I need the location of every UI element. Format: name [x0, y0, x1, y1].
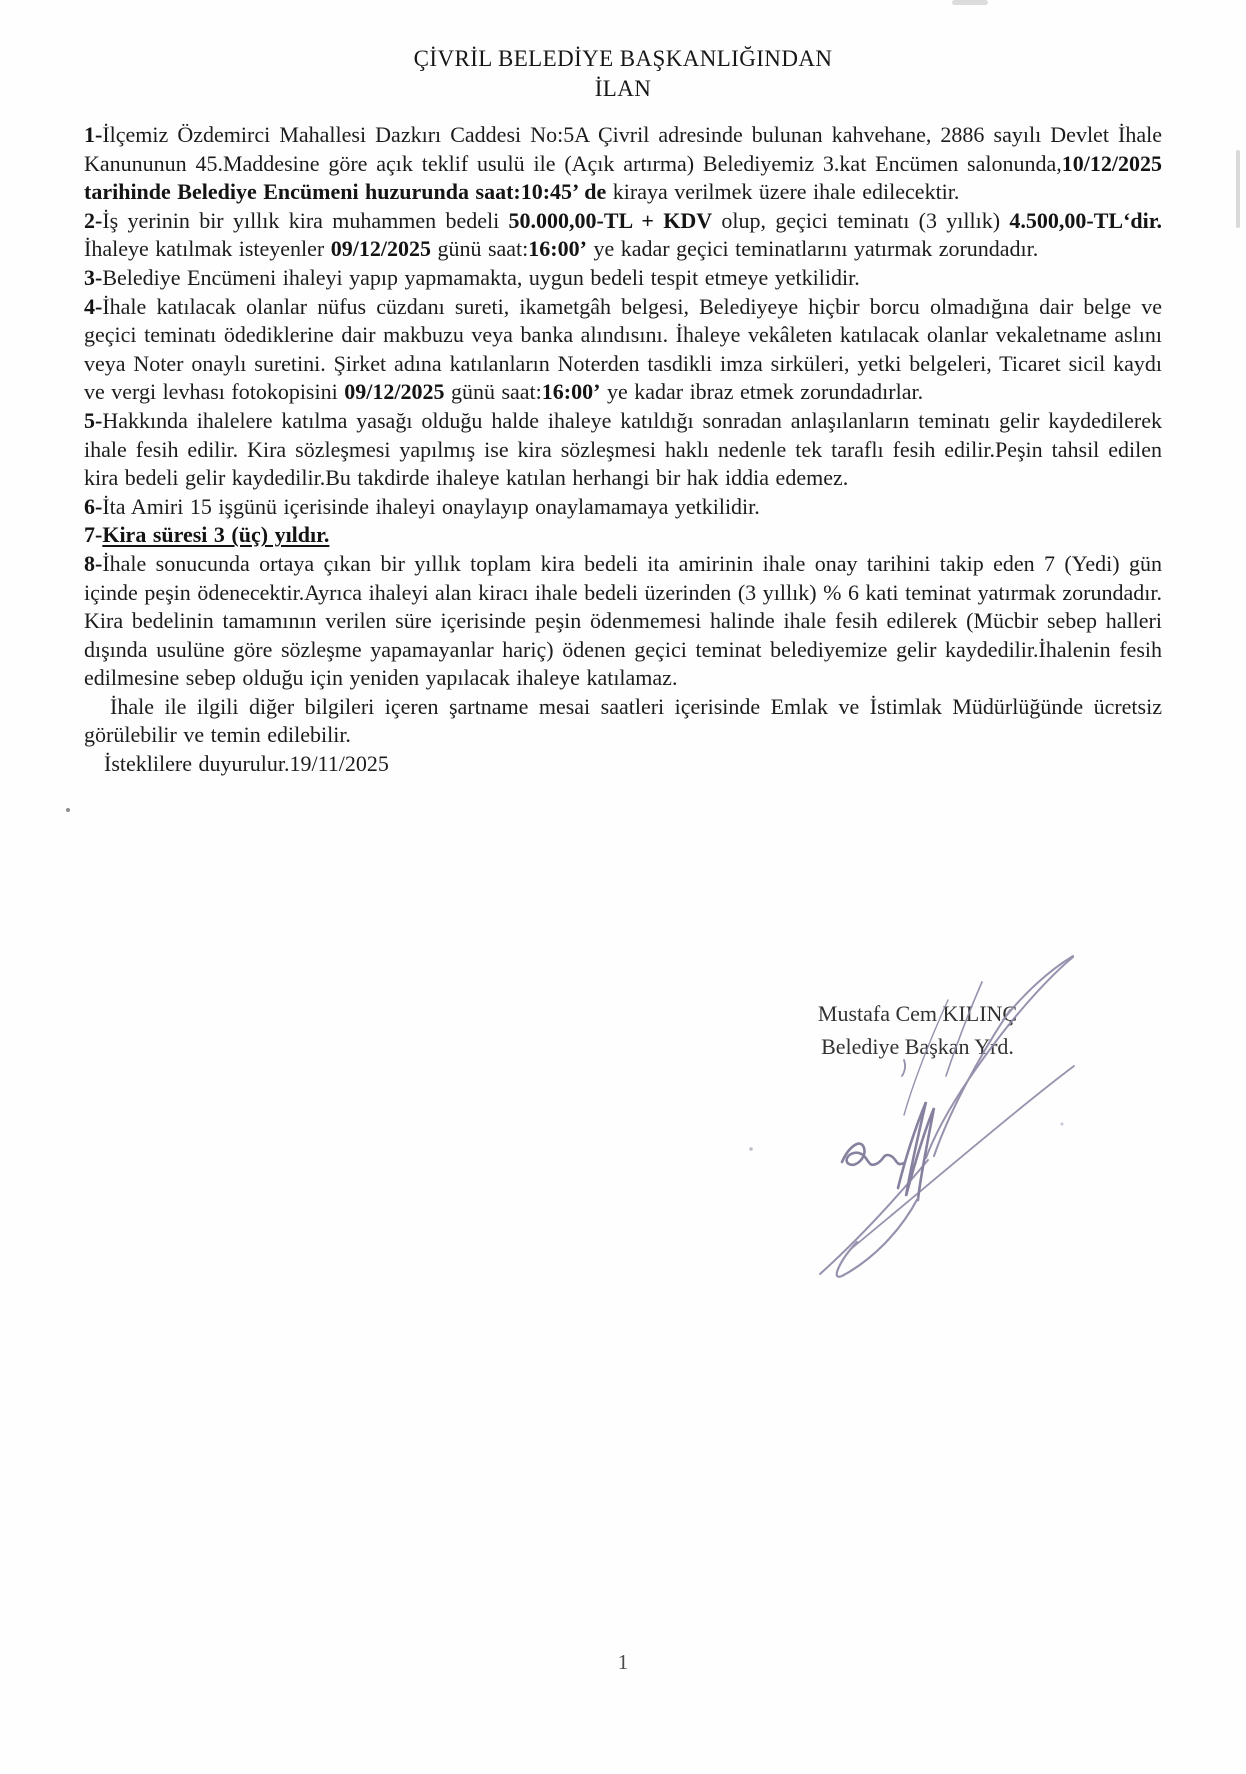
text-run: 10/12/2025 tarihinde Belediye Encümeni huzurunda saat:10:45’ de	[84, 150, 1162, 205]
text-run: İhaleye katılmak isteyenler	[84, 236, 331, 262]
paragraph	[84, 493, 1162, 522]
document-title: ÇİVRİL BELEDİYE BAŞKANLIĞINDAN	[413, 46, 833, 71]
text-run: kiraya verilmek üzere ihale edilecektir.	[606, 179, 960, 205]
text-run: 4-	[84, 293, 103, 319]
text-run: 8-	[84, 550, 103, 576]
text-run: 4.500,00-TL‘dir.	[1009, 207, 1162, 233]
text-run: Kira süresi 3 (üç) yıldır.	[102, 522, 330, 548]
text-run: olup, geçici teminatı (3 yıllık)	[712, 207, 1010, 233]
announcement-body	[84, 121, 1162, 779]
paragraph	[84, 293, 1162, 407]
text-run: İhale ile ilgili diğer bilgileri içeren şartname mesai saatleri içerisinde Emlak ve İstimlak Müdürlüğünde ücretsiz görülebilir ve temin edilebilir.	[84, 693, 1162, 748]
text-run: İsteklilere duyurulur.19/11/2025	[104, 751, 389, 777]
text-run: günü saat:	[430, 236, 529, 262]
scan-smudge-artifact	[952, 0, 988, 5]
text-run: 2-	[84, 207, 103, 233]
document-subtitle: İLAN	[594, 76, 652, 101]
paragraph	[84, 693, 1162, 750]
text-run: İhale katılacak olanlar nüfus cüzdanı sureti, ikametgâh belgesi, Belediyeye hiçbir borcu olmadığına dair belge ve geçici teminatı ödediklerine dair makbuzu veya banka alındısını. İhaleye vekâleten katılacak olanlar vekaletname aslını veya Noter onaylı suretini. Şirket adına katılanların Noterden tasdikli imza sirküleri, yetki belgeleri, Ticaret sicil kaydı ve vergi levhası fotokopisini	[84, 293, 1162, 405]
paragraph	[84, 207, 1162, 264]
paragraph	[84, 521, 1162, 550]
text-run: 1-	[84, 122, 103, 147]
paragraph	[84, 750, 1162, 779]
text-run: Hakkında ihalelere katılma yasağı olduğu halde ihaleye katıldığı sonradan anlaşılanların teminatı gelir kaydedilerek ihale fesih edilir. Kira sözleşmesi yapılmış ise kira sözleşmesi haklı nedenle tek taraflı fesih edilir.Peşin tahsil edilen kira bedeli gelir kaydedilir.Bu takdirde ihaleye katılan herhangi bir hak iddia edemez.	[84, 407, 1162, 491]
paragraph	[84, 407, 1162, 493]
page-number: 1	[617, 1650, 629, 1674]
text-run: İş yerinin bir yıllık kira muhammen bedeli	[102, 207, 509, 233]
text-run: ye kadar geçici teminatlarını yatırmak zorundadır.	[586, 236, 1039, 262]
text-run: 5-	[84, 407, 103, 433]
text-run: 16:00’	[541, 379, 601, 405]
signatory-name: Mustafa Cem KILINÇ	[817, 1001, 1018, 1026]
scan-edge-artifact	[1236, 150, 1240, 228]
handwritten-signature	[700, 930, 1110, 1280]
scan-dot-artifact	[66, 808, 70, 812]
signatory-title: Belediye Başkan Yrd.	[821, 1034, 1014, 1059]
announcement-document	[84, 44, 1162, 779]
text-run: 6-	[84, 493, 103, 519]
text-run: İhale sonucunda ortaya çıkan bir yıllık toplam kira bedeli ita amirinin ihale onay tarihini takip eden 7 (Yedi) gün içinde peşin ödenecektir.Ayrıca ihaleyi alan kiracı ihale bedeli üzerinden (3 yıllık) % 6 kati teminat yatırmak zorundadır. Kira bedelinin tamamının verilen süre içerisinde peşin ödenmemesi halinde ihale fesih edilerek (Mücbir sebep halleri dışında usulüne göre sözleşme yapamayanlar hariç) ödenen geçici teminat belediyemize gelir kaydedilir.İhalenin fesih edilmesine sebep olduğu için yeniden yapılacak ihaleye katılamaz.	[84, 550, 1162, 691]
text-run: ye kadar ibraz etmek zorundadırlar.	[600, 379, 924, 405]
text-run: Belediye Encümeni ihaleyi yapıp yapmamakta, uygun bedeli tespit etmeye yetkilidir.	[102, 264, 860, 290]
paragraph	[84, 550, 1162, 693]
text-run: 7-	[84, 522, 103, 548]
paragraph	[84, 264, 1162, 293]
paragraph	[84, 121, 1162, 207]
text-run: 50.000,00-TL + KDV	[508, 207, 713, 233]
text-run: 16:00’	[528, 236, 587, 262]
text-run: 3-	[84, 264, 103, 290]
text-run: günü saat:	[444, 379, 542, 405]
text-run: İta Amiri 15 işgünü içerisinde ihaleyi onaylayıp onaylamamaya yetkilidir.	[102, 493, 760, 519]
text-run: İlçemiz Özdemirci Mahallesi Dazkırı Caddesi No:5A Çivril adresinde bulunan kahvehane, 2886 sayılı Devlet İhale Kanununun 45.Maddesine göre açık teklif usulü ile (Açık artırma) Belediyemiz 3.kat Encümen salonunda,	[84, 122, 1162, 176]
text-run: 09/12/2025	[344, 379, 445, 405]
text-run: 09/12/2025	[330, 236, 431, 262]
